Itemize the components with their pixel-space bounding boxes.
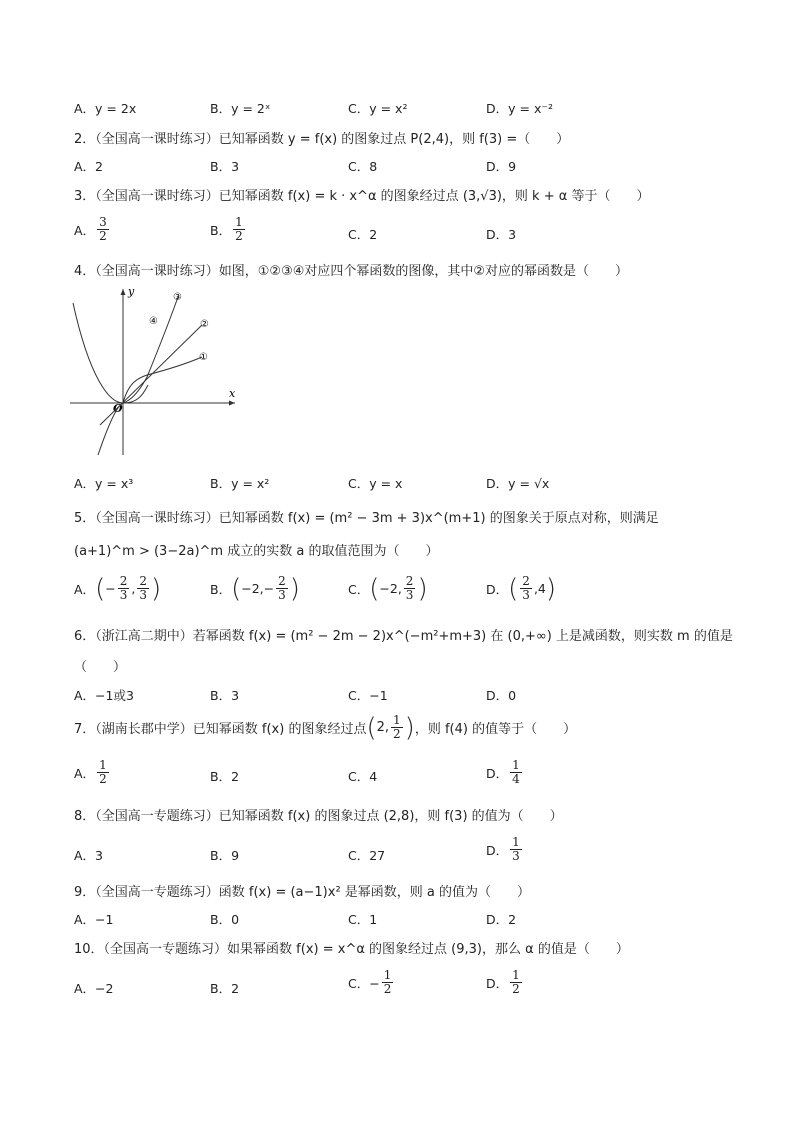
q6-option-d-text: D．0 [486,688,517,703]
q5-option-c[interactable] [348,575,428,602]
q6-option-c[interactable] [348,686,388,704]
q3-option-b[interactable] [210,216,247,243]
fraction [137,575,149,602]
fraction [520,575,532,602]
left-paren: ( [369,573,380,604]
fraction-numerator: 2 [522,574,530,588]
q4-option-c-text: C．y = x [348,476,403,491]
q5-stem: 5．（全国高一课时练习）已知幂函数 f(x) = (m² − 3m + 3)x^(m+1) 的图象关于原点对称，则满足 [74,511,659,526]
q1-option-b-text: B．y = 2ˣ [210,101,271,116]
q1-option-b[interactable] [210,99,270,117]
left-paren: ( [231,573,242,604]
q4-option-a-text: A．y = x³ [74,476,134,491]
fraction [510,759,522,786]
q1-option-d-text: D．y = x⁻² [486,101,553,116]
q4-stem: 4．（全国高一课时练习）如图，①②③④对应四个幂函数的图像，其中②对应的幂函数是（ ） [74,264,629,279]
q6-option-b[interactable] [210,686,239,704]
q7-option-d[interactable] [486,759,524,786]
q9-option-b-text: B．0 [210,912,240,927]
q3-option-b-fraction [233,216,245,243]
fraction-numerator: 2 [139,574,147,588]
q3-option-c[interactable] [348,225,377,243]
fraction-numerator: 1 [383,968,392,982]
q8-option-b-text: B．9 [210,848,240,863]
q4-power-function-graph [70,285,245,460]
fraction [510,836,522,863]
q5-option-d-suffix: ,4 [533,581,546,596]
q7-option-b[interactable] [210,767,239,785]
q5-option-a-minus: − [105,581,116,596]
fraction-numerator: 2 [119,574,128,588]
fraction-numerator: 3 [99,215,107,229]
fraction [391,714,403,741]
y-axis-label: y [128,285,135,298]
q5-option-a[interactable]: A． ( − $\frac{2}{3}$ , $\frac{2}{3}$ ) [74,573,162,604]
fraction [118,575,130,602]
q2-option-a-text: A．2 [74,159,104,174]
q10-option-a-text: A．−2 [74,981,114,996]
q8-option-d[interactable] [486,836,524,863]
q6-option-b-text: B．3 [210,688,240,703]
q9-option-d[interactable] [486,910,516,928]
fraction-numerator: 1 [235,215,243,229]
left-paren: ( [95,573,106,604]
q8-option-c[interactable] [348,846,385,864]
q8-option-a[interactable] [74,846,103,864]
fraction-numerator: 2 [278,574,286,588]
fraction-numerator: 1 [512,968,520,982]
q2-option-d[interactable] [486,157,516,175]
q2-option-a[interactable] [74,157,103,175]
q9-option-d-text: D．2 [486,912,517,927]
x-axis-label: x [229,387,236,400]
q10-option-c-label: C．− [348,975,380,991]
q10-stem: 10．（全国高一专题练习）如果幂函数 f(x) = x^α 的图象经过点 (9,3)，那么 α 的值是（ ） [74,942,629,957]
curve-line [100,325,202,425]
q2-stem: 2．（全国高一课时练习）已知幂函数 y = f(x) 的图象过点 P(2,4)，则 f(3) =（ ） [74,132,570,147]
fraction [97,759,109,786]
q2-option-d-text: D．9 [486,159,517,174]
q8-option-a-text: A．3 [74,848,104,863]
q10-option-d-label: D． [486,975,509,991]
curve-parabola [73,303,148,403]
q8-stem: 8．（全国高一专题练习）已知幂函数 f(x) 的图象过点 (2,8)，则 f(3) 的值为（ ） [74,809,563,824]
q4-option-d[interactable] [486,474,549,492]
q4-option-c[interactable] [348,474,402,492]
q1-option-d[interactable] [486,99,553,117]
fraction-numerator: 1 [99,758,107,772]
q7-stem-pre: 7．（湖南长郡中学）已知幂函数 f(x) 的图象经过点 [74,722,367,737]
q10-option-d[interactable] [486,969,524,996]
q7-stem-post: ，则 f(4) 的值等于（ ） [414,722,577,737]
fraction [276,575,288,602]
q3-option-b-label: B． [210,222,232,238]
q6-option-d[interactable] [486,686,516,704]
q7-option-a-label: A． [74,765,96,781]
q3-option-d-text: D．3 [486,227,517,242]
q4-option-b[interactable] [210,474,269,492]
curve-label-2: ② [200,319,209,330]
curve-cubic [98,297,178,455]
x-axis-arrow-icon [229,401,235,406]
fraction-denominator: 4 [512,772,520,786]
fraction-denominator: 3 [278,588,286,602]
q1-option-a[interactable] [74,99,136,117]
q9-option-b[interactable] [210,910,239,928]
q7-stem [74,714,576,741]
q7-option-d-label: D． [486,765,509,781]
fraction-denominator: 3 [139,588,147,602]
right-paren: ) [150,573,162,604]
fraction-denominator: 3 [405,588,414,602]
q6-option-a[interactable] [74,686,134,704]
q3-option-a[interactable] [74,216,111,243]
q1-option-a-text: A．y = 2x [74,101,137,116]
q3-option-a-fraction [97,216,109,243]
q9-option-c-text: C．1 [348,912,378,927]
q2-option-c-text: C．8 [348,159,378,174]
curve-label-1: ① [199,352,208,363]
q7-option-a[interactable] [74,759,111,786]
q3-option-d[interactable] [486,225,516,243]
q5-option-d-label: D． [486,581,509,597]
q7-option-c-text: C．4 [348,769,378,784]
q7-point-x: 2, [376,720,390,735]
fraction-denominator: 2 [99,772,107,786]
q10-option-b[interactable] [210,979,239,997]
right-paren: ) [417,573,428,604]
fraction-denominator: 2 [235,229,243,243]
q6-stem: 6．（浙江高二期中）若幂函数 f(x) = (m² − 2m − 2)x^(−m²+m+3) 在 (0,+∞) 上是减函数，则实数 m 的值是 [74,629,733,644]
q5-stem-continued: (a+1)^m > (3−2a)^m 成立的实数 a 的取值范围为（ ） [74,544,439,559]
origin-label: O [113,402,123,415]
q9-option-a-text: A．−1 [74,912,114,927]
q1-option-c[interactable] [348,99,407,117]
q1-option-c-text: C．y = x² [348,101,408,116]
fraction-denominator: 2 [383,982,392,996]
fraction [382,969,394,996]
q3-stem: 3．（全国高一课时练习）已知幂函数 f(x) = k · x^α 的图象经过点 (3,√3)，则 k + α 等于（ ） [74,189,650,204]
fraction [510,969,522,996]
q5-option-d[interactable] [486,575,556,602]
left-paren: ( [366,712,377,743]
right-paren: ) [404,712,415,743]
q4-option-b-text: B．y = x² [210,476,270,491]
q10-option-c[interactable] [348,969,395,996]
y-axis-arrow-icon [121,289,126,295]
q2-option-b-text: B．3 [210,159,240,174]
fraction-denominator: 3 [512,849,520,863]
q5-option-b-label: B． [210,581,232,597]
q2-option-b[interactable] [210,157,239,175]
fraction-denominator: 2 [393,727,401,741]
curve-label-4: ④ [149,316,158,327]
q5-option-b[interactable] [210,575,300,602]
q4-option-d-text: D．y = √x [486,476,550,491]
fraction-denominator: 3 [522,588,530,602]
fraction-numerator: 2 [405,574,414,588]
q5-option-c-label: C． [348,581,370,597]
q6-stem-continued: （ ） [74,660,127,675]
fraction-numerator: 1 [512,758,520,772]
fraction-denominator: 2 [512,982,520,996]
q5-option-c-prefix: −2, [379,581,402,596]
right-paren: ) [289,573,300,604]
left-paren: ( [508,573,519,604]
q7-option-b-text: B．2 [210,769,240,784]
fraction-numerator: 1 [512,835,520,849]
q2-option-c[interactable] [348,157,377,175]
q10-option-a[interactable] [74,979,113,997]
q5-option-b-prefix: −2,− [241,581,275,596]
fraction-denominator: 2 [99,229,107,243]
q4-option-a[interactable] [74,474,133,492]
q6-option-c-text: C．−1 [348,688,388,703]
q3-option-c-text: C．2 [348,227,378,242]
q6-option-a-text: A．−1或3 [74,688,134,703]
q9-option-a[interactable] [74,910,113,928]
q5-option-a-label: A． [74,581,96,597]
curve-label-3: ③ [173,292,182,303]
fraction [404,575,416,602]
q8-option-c-text: C．27 [348,848,386,863]
q3-option-a-label: A． [74,222,96,238]
right-paren: ) [545,573,557,604]
q9-stem: 9．（全国高一专题练习）函数 f(x) = (a−1)x² 是幂函数，则 a 的值为（ ） [74,885,531,900]
fraction-denominator: 3 [119,588,128,602]
q10-option-b-text: B．2 [210,981,240,996]
q7-option-c[interactable] [348,767,377,785]
q8-option-b[interactable] [210,846,239,864]
q9-option-c[interactable] [348,910,377,928]
q8-option-d-label: D． [486,842,509,858]
fraction-numerator: 1 [393,713,401,727]
